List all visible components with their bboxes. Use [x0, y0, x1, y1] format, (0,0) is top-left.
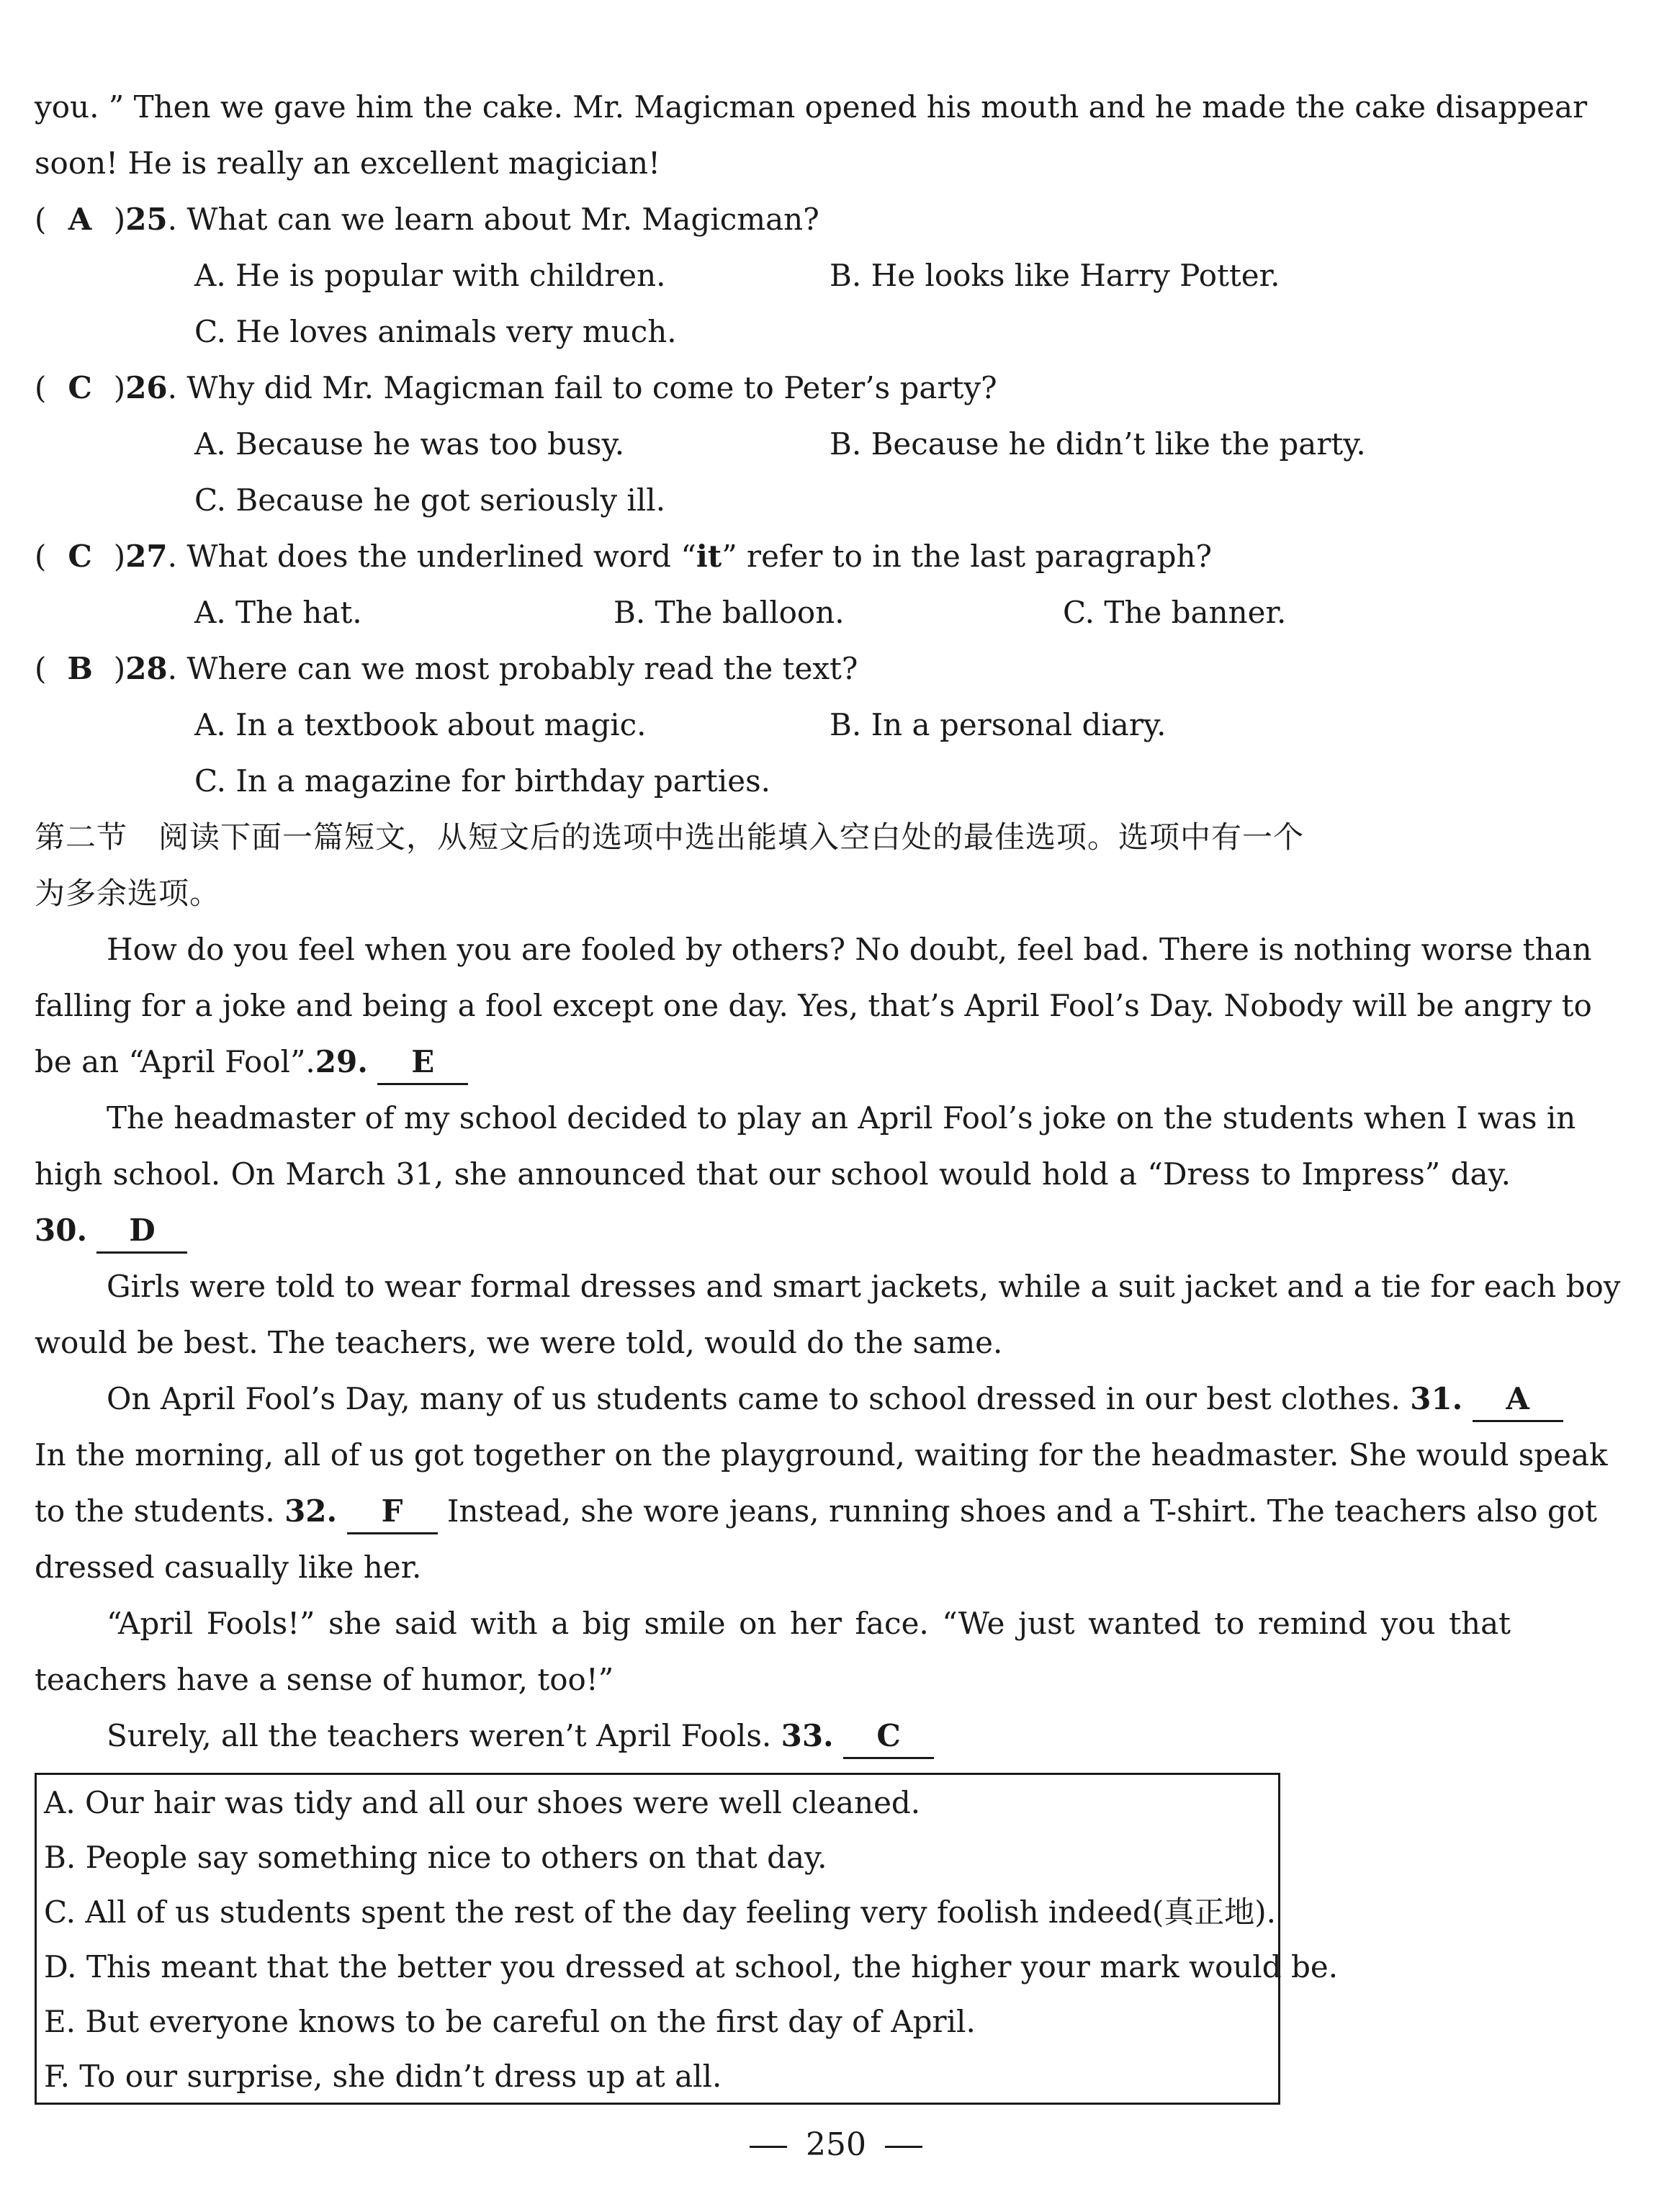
passage-p1-text: be an “April Fool”. [35, 1044, 315, 1079]
question-26: ( C )26. Why did Mr. Magicman fail to come to Peter’s party? [35, 360, 1511, 416]
q25-option-b: B. He looks like Harry Potter. [830, 258, 1280, 293]
question-number-26: 26 [125, 370, 168, 405]
blank-number-33: 33. [781, 1718, 834, 1753]
intro-line-2: soon! He is really an excellent magician! [35, 145, 660, 181]
choice-b: B. People say something nice to others on that day. [44, 1840, 827, 1875]
question-number-25: 25 [125, 202, 168, 237]
q26-option-c: C. Because he got seriously ill. [194, 482, 666, 518]
page-footer [0, 2117, 1672, 2173]
passage-p4-line-2: In the morning, all of us got together on the playground, waiting for the headmaster. She would speak [35, 1437, 1608, 1473]
passage-p6-line-1 [107, 1708, 1511, 1764]
passage-p1-line-3 [35, 1034, 1511, 1090]
passage-p3-line-1: Girls were told to wear formal dresses and smart jackets, while a suit jacket and a tie for each boy [107, 1269, 1621, 1304]
question-28: ( B )28. Where can we most probably read the text? [35, 641, 1511, 697]
question-stem-27-after: ” refer to in the last paragraph? [722, 539, 1213, 574]
passage-p5-line-2: teachers have a sense of humor, too!” [35, 1662, 614, 1697]
choices-box [35, 1773, 1339, 2105]
question-stem-25: What can we learn about Mr. Magicman? [186, 202, 819, 237]
passage-p3-line-2: would be best. The teachers, we were told, would do the same. [35, 1325, 1003, 1360]
blank-number-31: 31. [1410, 1381, 1463, 1416]
question-stem-26: Why did Mr. Magicman fail to come to Peter’s party? [186, 370, 997, 405]
passage-p2-line-1: The headmaster of my school decided to play an April Fool’s joke on the students when I was in [107, 1100, 1576, 1136]
passage-p2-line-2: high school. On March 31, she announced that our school would hold a “Dress to Impress” day. [35, 1156, 1511, 1192]
blank-29: E [377, 1041, 468, 1085]
q28-option-c: C. In a magazine for birthday parties. [194, 763, 770, 799]
question-stem-28: Where can we most probably read the text? [186, 651, 858, 686]
choice-e: E. But everyone knows to be careful on the first day of April. [44, 2004, 976, 2039]
passage-p4-line-4: dressed casually like her. [35, 1550, 422, 1585]
q25-option-a: A. He is popular with children. [194, 258, 666, 293]
passage-p6-text: Surely, all the teachers weren’t April Fools. [107, 1718, 772, 1753]
passage-p1-line-2: falling for a joke and being a fool except one day. Yes, that’s April Fool’s Day. Nobody will be angry to [35, 988, 1592, 1023]
choice-c: C. All of us students spent the rest of the day feeling very foolish indeed(真正地). [44, 1894, 1276, 1930]
question-number-28: 28 [125, 651, 168, 686]
passage-p4-text-1: On April Fool’s Day, many of us students came to school dressed in our best clothes. [107, 1381, 1401, 1416]
answer-28: B [67, 651, 93, 686]
page-number: 250 [806, 2126, 866, 2163]
choice-f: F. To our surprise, she didn’t dress up at all. [44, 2059, 722, 2094]
q25-option-c: C. He loves animals very much. [194, 314, 677, 349]
passage-p4-line-3 [35, 1483, 1597, 1539]
answer-26: C [68, 370, 92, 405]
question-stem-27-before: What does the underlined word “ [186, 539, 696, 574]
passage-p4-text-3b: Instead, she wore jeans, running shoes and a T-shirt. The teachers also got [446, 1493, 1597, 1529]
intro-line-1: you. ” Then we gave him the cake. Mr. Magicman opened his mouth and he made the cake disappear [35, 89, 1588, 125]
question-25: ( A )25. What can we learn about Mr. Magicman? [35, 192, 1511, 248]
q27-option-a: A. The hat. [194, 595, 362, 630]
blank-number-30: 30. [35, 1213, 88, 1248]
q26-option-a: A. Because he was too busy. [194, 426, 625, 462]
passage-p4-text-3a: to the students. [35, 1493, 275, 1529]
q26-option-b: B. Because he didn’t like the party. [830, 426, 1366, 462]
blank-31: A [1473, 1378, 1563, 1422]
footer-dash-left [750, 2146, 787, 2148]
footer-dash-right [885, 2146, 922, 2148]
answer-25: A [68, 202, 92, 237]
blank-32: F [347, 1491, 438, 1534]
answer-27: C [68, 539, 92, 574]
section-2-heading-line-1: 第二节 阅读下面一篇短文，从短文后的选项中选出能填入空白处的最佳选项。选项中有一个 [35, 819, 1305, 855]
blank-33: C [843, 1715, 934, 1759]
section-2-heading-line-2: 为多余选项。 [35, 876, 221, 911]
passage-p2-line-3 [35, 1202, 1511, 1259]
q27-option-b: B. The balloon. [613, 595, 845, 630]
blank-number-29: 29. [315, 1044, 368, 1079]
passage-p1-line-1: How do you feel when you are fooled by others? No doubt, feel bad. There is nothing worse than [107, 932, 1592, 967]
choice-a: A. Our hair was tidy and all our shoes were well cleaned. [44, 1785, 921, 1820]
underlined-word-it: it [696, 539, 722, 574]
q28-option-b: B. In a personal diary. [830, 707, 1167, 742]
blank-30: D [96, 1210, 187, 1254]
blank-number-32: 32. [284, 1493, 338, 1529]
question-27: ( C )27. What does the underlined word “it” refer to in the last paragraph? [35, 529, 1511, 585]
q28-option-a: A. In a textbook about magic. [194, 707, 647, 742]
choice-d: D. This meant that the better you dressed at school, the higher your mark would be. [44, 1949, 1339, 1984]
q27-option-c: C. The banner. [1063, 595, 1287, 630]
question-number-27: 27 [125, 539, 168, 574]
passage-p5-line-1: “April Fools!” she said with a big smile on her face. “We just wanted to remind you that [107, 1606, 1511, 1641]
passage-p4-line-1 [107, 1371, 1529, 1427]
